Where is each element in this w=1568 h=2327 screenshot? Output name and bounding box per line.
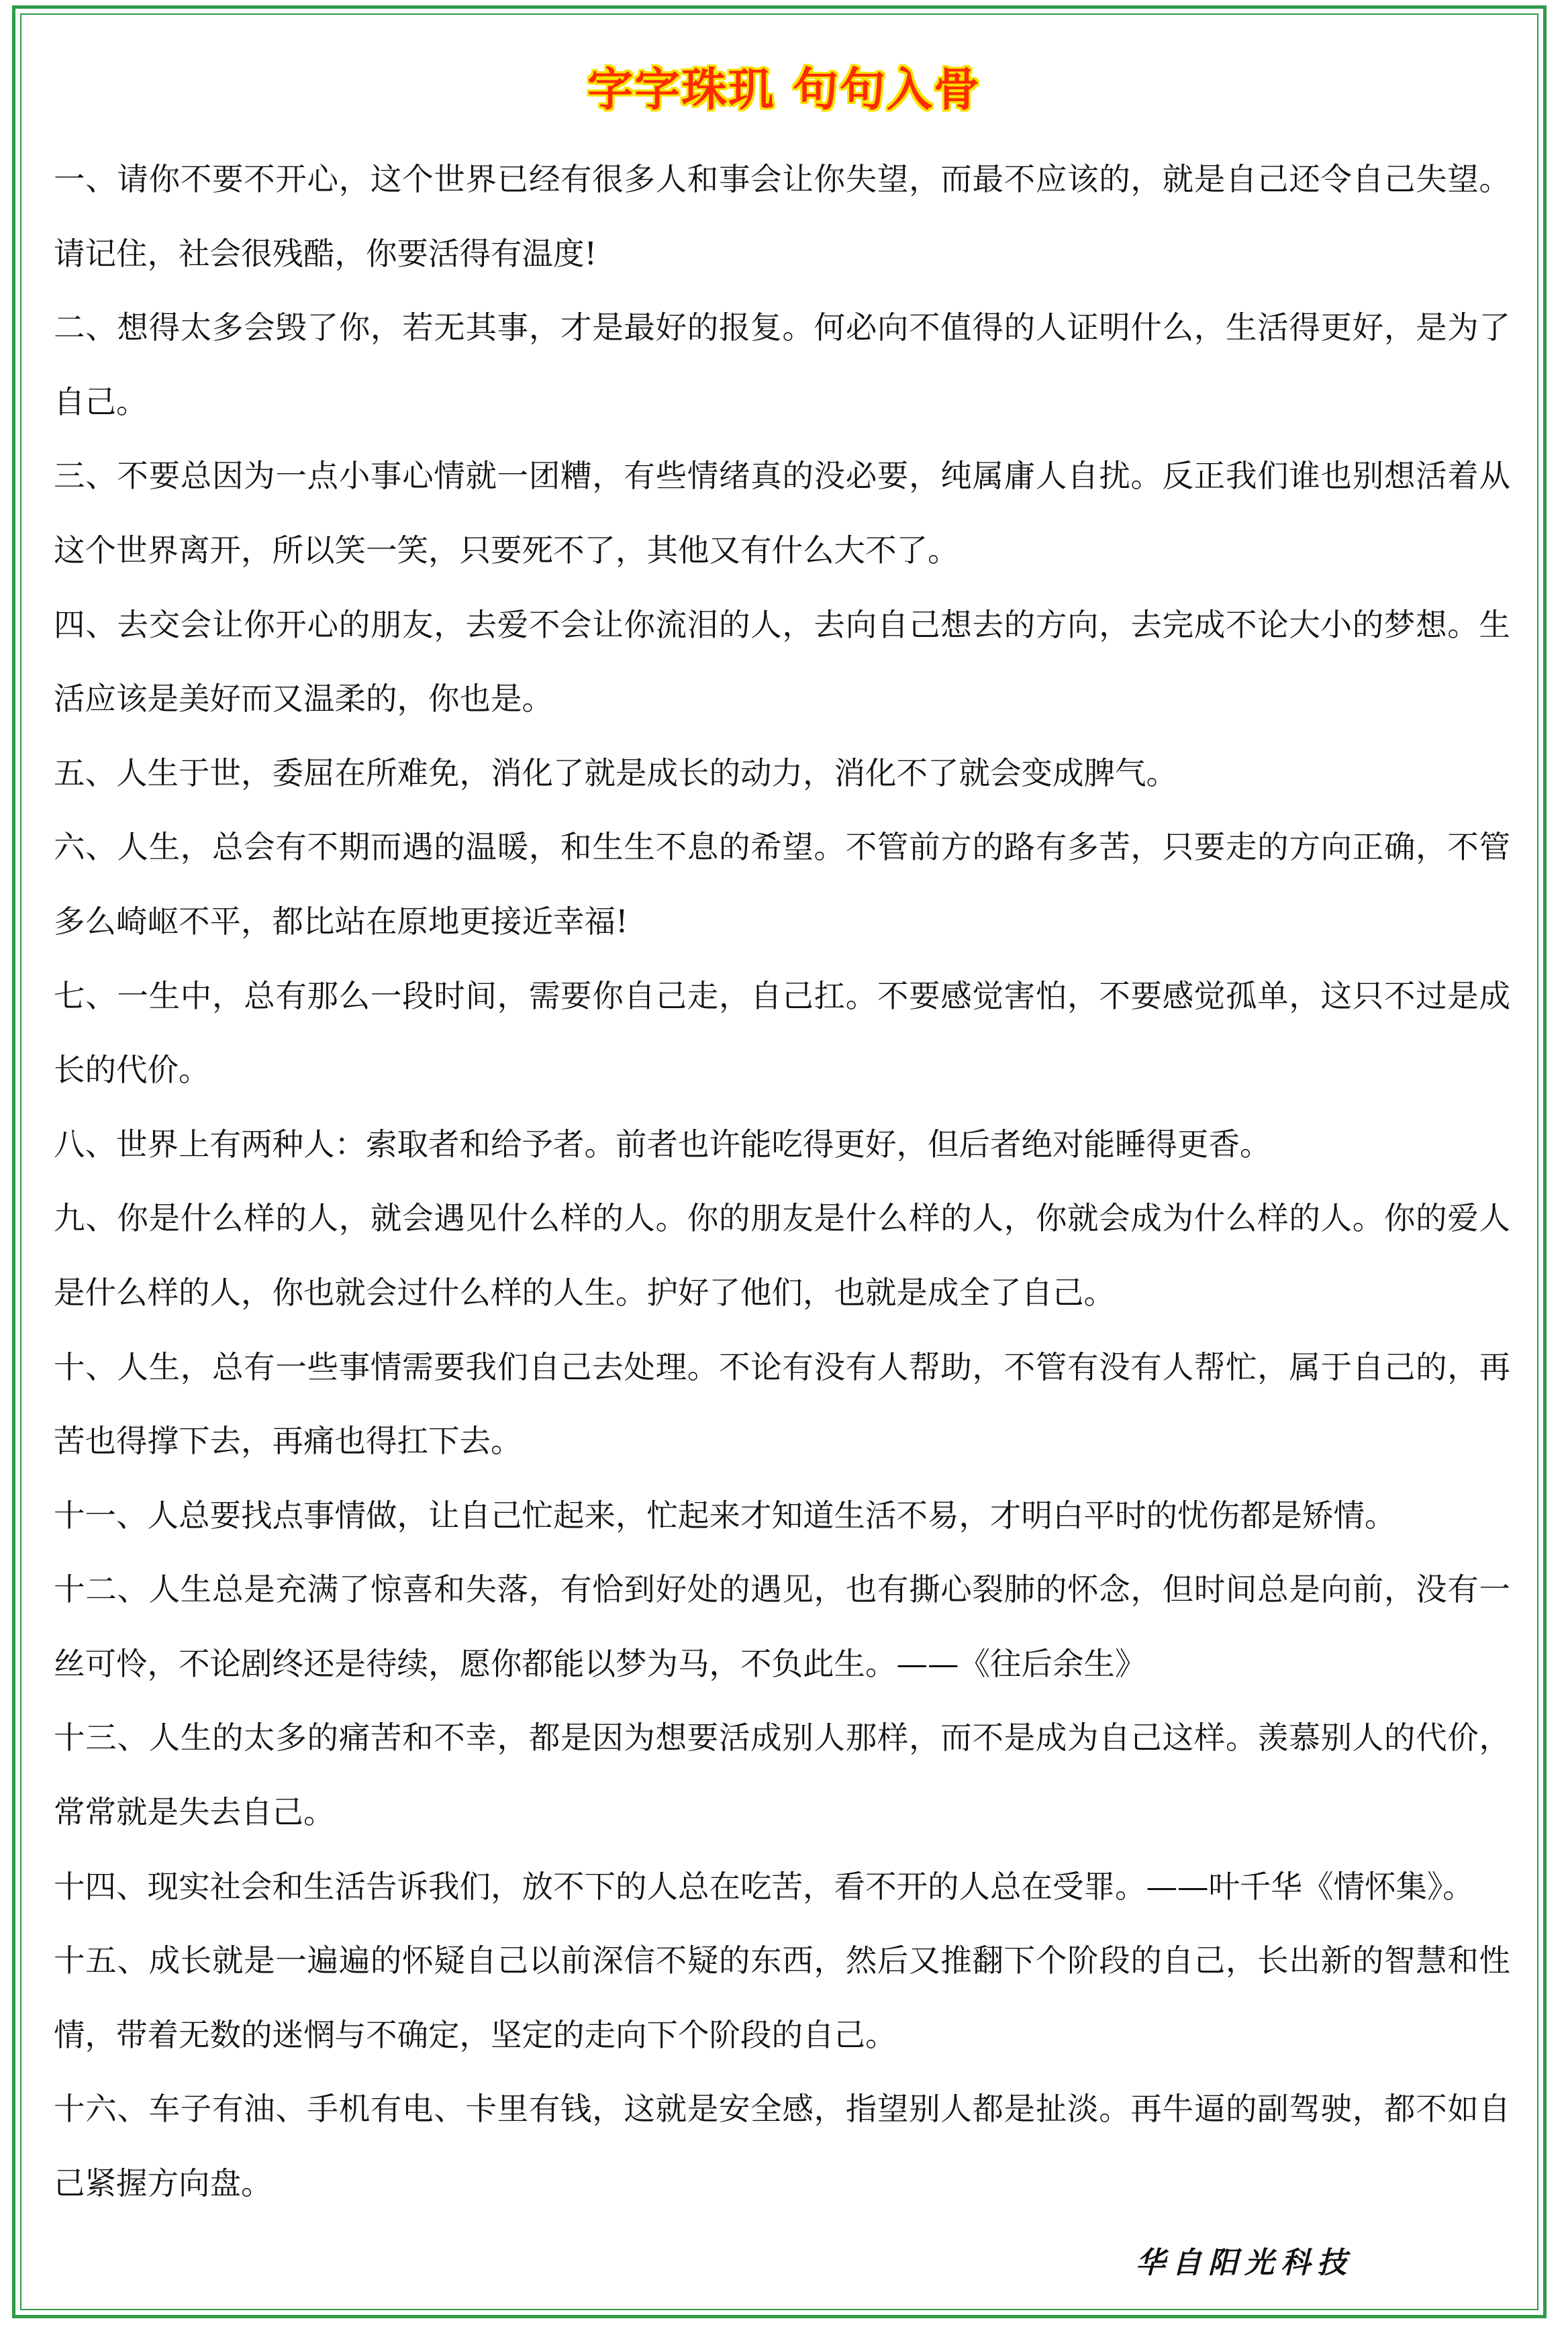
quote-paragraph-6: 六、人生，总会有不期而遇的温暖，和生生不息的希望。不管前方的路有多苦，只要走的方向正确，不管多么崎岖不平，都比站在原地更接近幸福! [54, 829, 1510, 940]
quote-paragraph-12: 十二、人生总是充满了惊喜和失落，有恰到好处的遇见，也有撕心裂肺的怀念，但时间总是向前，没有一丝可怜，不论剧终还是待续，愿你都能以梦为马，不负此生。——《往后余生》 [54, 1571, 1510, 1682]
quote-paragraph-2: 二、想得太多会毁了你，若无其事，才是最好的报复。何必向不值得的人证明什么，生活得更好，是为了自己。 [54, 309, 1510, 420]
quote-paragraph-7: 七、一生中，总有那么一段时间，需要你自己走，自己扛。不要感觉害怕，不要感觉孤单，这只不过是成长的代价。 [54, 977, 1510, 1089]
quote-paragraph-15: 十五、成长就是一遍遍的怀疑自己以前深信不疑的东西，然后又推翻下个阶段的自己，长出新的智慧和性情，带着无数的迷惘与不确定，坚定的走向下个阶段的自己。 [54, 1942, 1510, 2053]
quote-paragraph-10: 十、人生，总有一些事情需要我们自己去处理。不论有没有人帮助，不管有没有人帮忙，属于自己的，再苦也得撑下去，再痛也得扛下去。 [54, 1348, 1510, 1460]
quote-paragraph-16: 十六、车子有油、手机有电、卡里有钱，这就是安全感，指望别人都是扯淡。再牛逼的副驾驶，都不如自己紧握方向盘。 [54, 2091, 1510, 2202]
quote-paragraph-11: 十一、人总要找点事情做，让自己忙起来，忙起来才知道生活不易，才明白平时的忧伤都是矫情。 [54, 1497, 1396, 1534]
quote-paragraph-4: 四、去交会让你开心的朋友，去爱不会让你流泪的人，去向自己想去的方向，去完成不论大小的梦想。生活应该是美好而又温柔的，你也是。 [54, 606, 1510, 717]
quote-paragraph-14: 十四、现实社会和生活告诉我们，放不下的人总在吃苦，看不开的人总在受罪。——叶千华《情怀集》。 [54, 1868, 1474, 1905]
page-title: 字字珠玑 句句入骨 [587, 64, 981, 117]
quote-paragraph-9: 九、你是什么样的人，就会遇见什么样的人。你的朋友是什么样的人，你就会成为什么样的人。你的爱人是什么样的人，你也就会过什么样的人生。护好了他们，也就是成全了自己。 [54, 1200, 1510, 1311]
company-signature: 华自阳光科技 [1136, 2246, 1353, 2280]
quote-paragraph-1: 一、请你不要不开心，这个世界已经有很多人和事会让你失望，而最不应该的，就是自己还令自己失望。请记住，社会很残酷，你要活得有温度! [54, 161, 1510, 272]
quote-paragraph-13: 十三、人生的太多的痛苦和不幸，都是因为想要活成别人那样，而不是成为自己这样。羡慕别人的代价，常常就是失去自己。 [54, 1720, 1510, 1831]
quote-paragraph-5: 五、人生于世，委屈在所难免，消化了就是成长的动力，消化不了就会变成脾气。 [54, 754, 1177, 791]
quote-paragraph-8: 八、世界上有两种人：索取者和给予者。前者也许能吃得更好，但后者绝对能睡得更香。 [54, 1126, 1271, 1162]
quote-paragraph-3: 三、不要总因为一点小事心情就一团糟，有些情绪真的没必要，纯属庸人自扰。反正我们谁也别想活着从这个世界离开，所以笑一笑，只要死不了，其他又有什么大不了。 [54, 458, 1510, 568]
quote-list [54, 142, 1510, 2221]
